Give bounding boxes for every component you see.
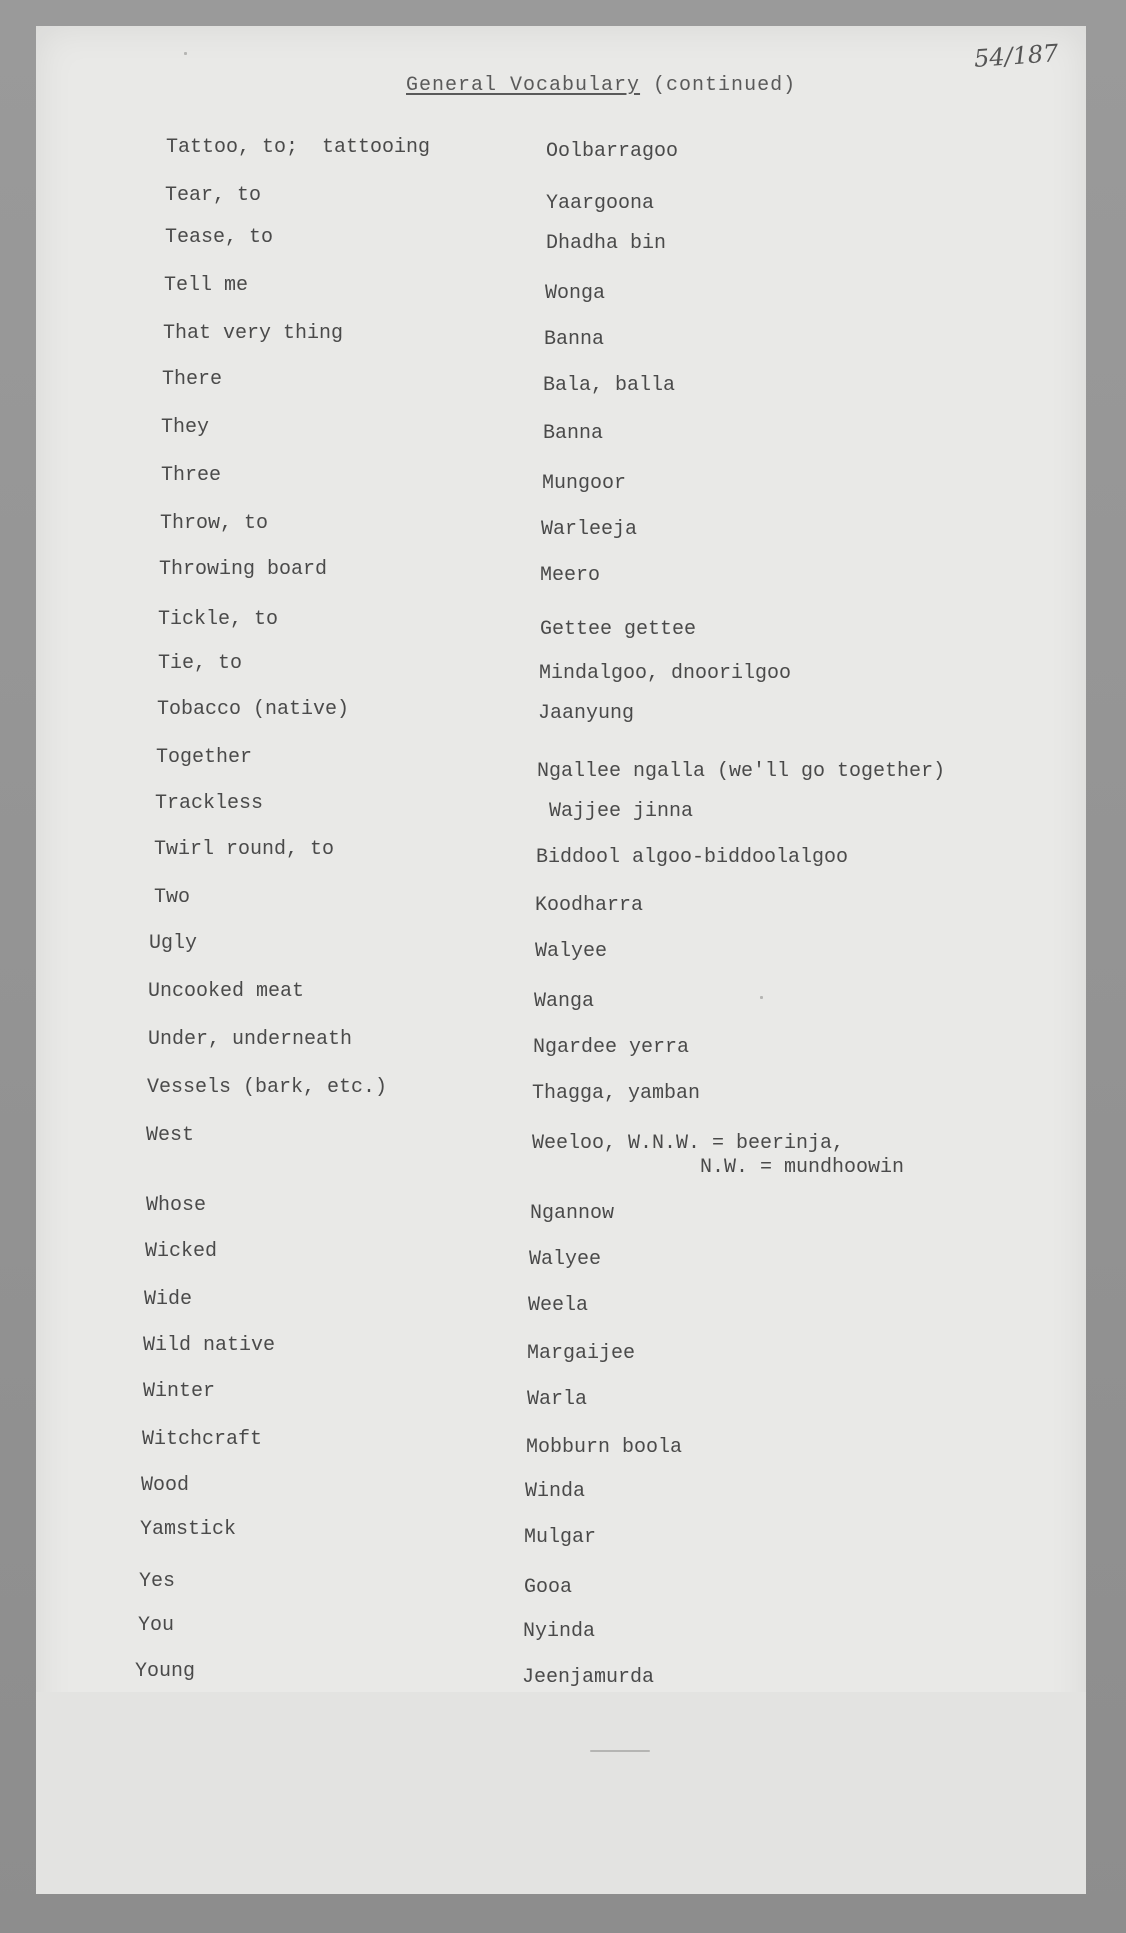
entry-term: Under, underneath (148, 1028, 353, 1051)
entry-gloss: Nyinda (523, 1620, 596, 1643)
entry-term: Vessels (bark, etc.) (147, 1076, 388, 1099)
entry-gloss: Dhadha bin (546, 232, 667, 255)
entry-term: Tie, to (158, 652, 243, 675)
entry-term: West (146, 1124, 195, 1147)
entry-gloss: Ngallee ngalla (we'll go together) (537, 760, 946, 783)
entry-gloss: Walyee (529, 1248, 602, 1271)
entry-gloss: Wajjee jinna (549, 800, 694, 823)
entry-term: Witchcraft (142, 1428, 263, 1451)
entry-term: That very thing (163, 322, 344, 345)
entry-gloss: Walyee (535, 940, 608, 963)
entry-term: Trackless (155, 792, 264, 815)
entry-gloss: Thagga, yamban (532, 1082, 701, 1105)
entry-gloss: Yaargoona (546, 192, 655, 215)
entry-gloss: Jaanyung (538, 702, 635, 725)
entry-gloss: Warla (527, 1388, 588, 1411)
heading-title: General Vocabulary (406, 74, 641, 97)
entry-gloss: Meero (540, 564, 601, 587)
entry-gloss: Winda (525, 1480, 586, 1503)
entry-term: You (138, 1614, 175, 1637)
speck-mark (760, 996, 763, 999)
entry-gloss: Banna (544, 328, 605, 351)
entry-term: Tobacco (native) (157, 698, 350, 721)
entry-gloss: Mobburn boola (526, 1436, 683, 1459)
heading-suffix: (continued) (640, 74, 797, 97)
entry-term: Ugly (149, 932, 198, 955)
entry-term: Three (161, 464, 222, 487)
entry-term: Tickle, to (158, 608, 279, 631)
entry-term: Tattoo, to; tattooing (166, 136, 431, 159)
entry-gloss: Bala, balla (543, 374, 676, 397)
entry-term: Tease, to (165, 226, 274, 249)
entry-gloss: Koodharra (535, 894, 644, 917)
speck-mark (184, 52, 187, 55)
entry-term: They (161, 416, 210, 439)
entry-term: Wide (144, 1288, 193, 1311)
entry-term: Twirl round, to (154, 838, 335, 861)
entry-term: Together (156, 746, 253, 769)
entry-gloss: Wonga (545, 282, 606, 305)
entry-gloss: Ngardee yerra (533, 1036, 690, 1059)
entry-term: There (162, 368, 223, 391)
entry-term: Young (135, 1660, 196, 1683)
entry-gloss: Jeenjamurda (522, 1666, 655, 1689)
entry-term: Two (154, 886, 191, 909)
entry-gloss: Biddool algoo-biddoolalgoo (536, 846, 849, 869)
entry-term: Winter (143, 1380, 216, 1403)
entry-gloss: Warleeja (541, 518, 638, 541)
entry-term: Tear, to (165, 184, 262, 207)
entry-term: Throw, to (160, 512, 269, 535)
entry-gloss: Margaijee (527, 1342, 636, 1365)
entry-term: Uncooked meat (148, 980, 305, 1003)
entry-gloss: Mindalgoo, dnoorilgoo (539, 662, 792, 685)
entry-gloss: Wanga (534, 990, 595, 1013)
entry-gloss: Gooa (524, 1576, 573, 1599)
entry-term: Wild native (143, 1334, 276, 1357)
entry-term: Tell me (164, 274, 249, 297)
smudge-mark (590, 1750, 650, 1752)
entry-gloss: Gettee gettee (540, 618, 697, 641)
entry-term: Throwing board (159, 558, 328, 581)
entry-gloss: Mulgar (524, 1526, 597, 1549)
folio-number: 54/187 (973, 39, 1060, 73)
entry-term: Yes (139, 1570, 176, 1593)
entry-gloss: Weela (528, 1294, 589, 1317)
entry-gloss: Mungoor (542, 472, 627, 495)
entry-term: Yamstick (140, 1518, 237, 1541)
entry-gloss: Oolbarragoo (546, 140, 679, 163)
entry-gloss: Weeloo, W.N.W. = beerinja, N.W. = mundhoowin (532, 1132, 905, 1179)
entry-term: Whose (146, 1194, 207, 1217)
entry-term: Wicked (145, 1240, 218, 1263)
entry-gloss: Banna (543, 422, 604, 445)
entry-term: Wood (141, 1474, 190, 1497)
entry-gloss: Ngannow (530, 1202, 615, 1225)
